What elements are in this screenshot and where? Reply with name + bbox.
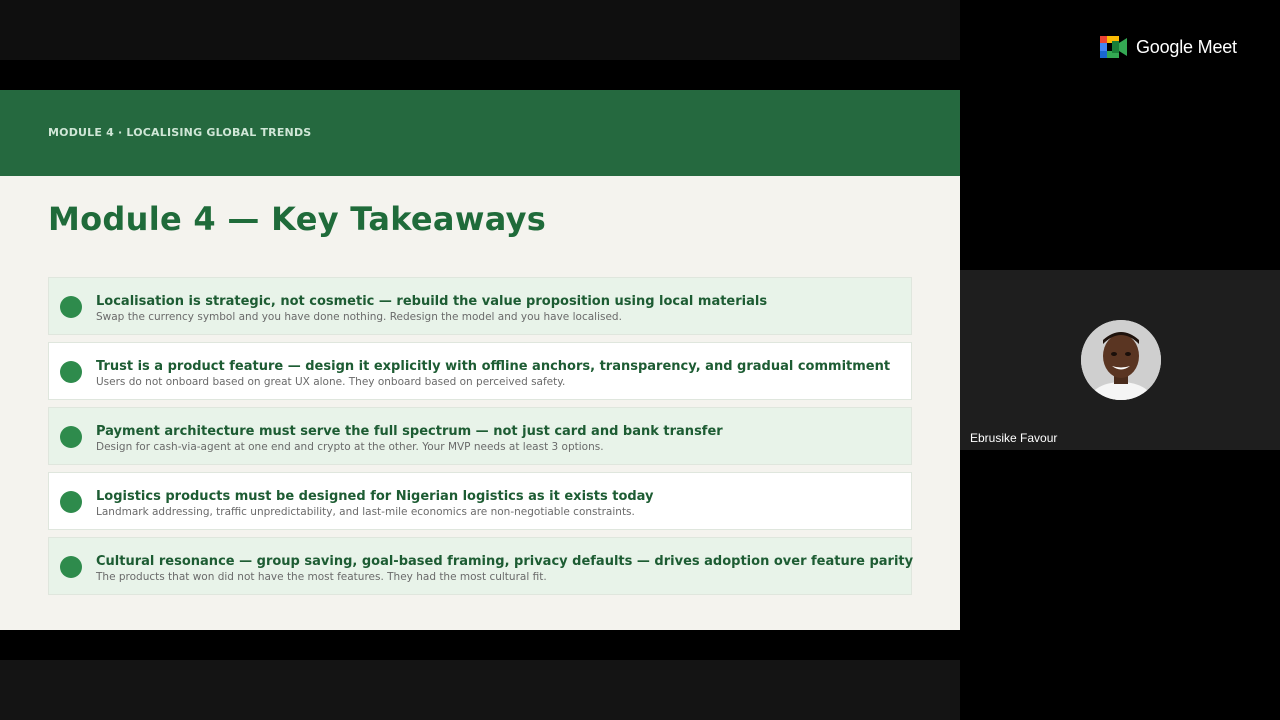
takeaway-card — [48, 472, 912, 530]
takeaway-title: Logistics products must be designed for Nigerian logistics as it exists today — [96, 489, 654, 504]
avatar — [1081, 320, 1161, 400]
participant-tile[interactable] — [960, 270, 1280, 450]
google-meet-logo — [1100, 36, 1237, 58]
slide-header-bar — [0, 90, 960, 176]
takeaway-subtitle: Design for cash-via-agent at one end and crypto at the other. Your MVP needs at least 3 options. — [96, 441, 604, 453]
takeaway-subtitle: Users do not onboard based on great UX alone. They onboard based on perceived safety. — [96, 376, 566, 388]
takeaway-title: Trust is a product feature — design it explicitly with offline anchors, transparency, and gradual commitment — [96, 359, 891, 374]
green-circle-bullet-icon — [60, 361, 82, 383]
letterbox-bottom — [0, 660, 960, 720]
participant-photo — [1081, 320, 1161, 400]
letterbox-top — [0, 0, 960, 60]
slide-title: Module 4 — Key Takeaways — [48, 200, 547, 238]
takeaway-title: Payment architecture must serve the full spectrum — not just card and bank transfer — [96, 424, 723, 439]
takeaway-card — [48, 537, 912, 595]
module-label: MODULE 4 · LOCALISING GLOBAL TRENDS — [48, 126, 312, 139]
takeaway-subtitle: Landmark addressing, traffic unpredictability, and last-mile economics are non-negotiable constraints. — [96, 506, 635, 518]
green-circle-bullet-icon — [60, 296, 82, 318]
google-meet-logo-text: Google Meet — [1136, 36, 1237, 57]
takeaway-card — [48, 407, 912, 465]
takeaways-list — [48, 277, 912, 602]
takeaway-subtitle: Swap the currency symbol and you have done nothing. Redesign the model and you have localised. — [96, 311, 622, 323]
takeaway-card — [48, 342, 912, 400]
green-circle-bullet-icon — [60, 426, 82, 448]
takeaway-title: Cultural resonance — group saving, goal-based framing, privacy defaults — drives adoption over feature parity — [96, 554, 914, 569]
takeaway-title: Localisation is strategic, not cosmetic — rebuild the value proposition using local materials — [96, 294, 768, 309]
green-circle-bullet-icon — [60, 556, 82, 578]
takeaway-subtitle: The products that won did not have the most features. They had the most cultural fit. — [96, 571, 547, 583]
takeaway-card — [48, 277, 912, 335]
google-meet-logo-icon — [1100, 36, 1128, 58]
presentation-slide — [0, 90, 960, 630]
green-circle-bullet-icon — [60, 491, 82, 513]
participant-name: Ebrusike Favour — [970, 431, 1058, 445]
